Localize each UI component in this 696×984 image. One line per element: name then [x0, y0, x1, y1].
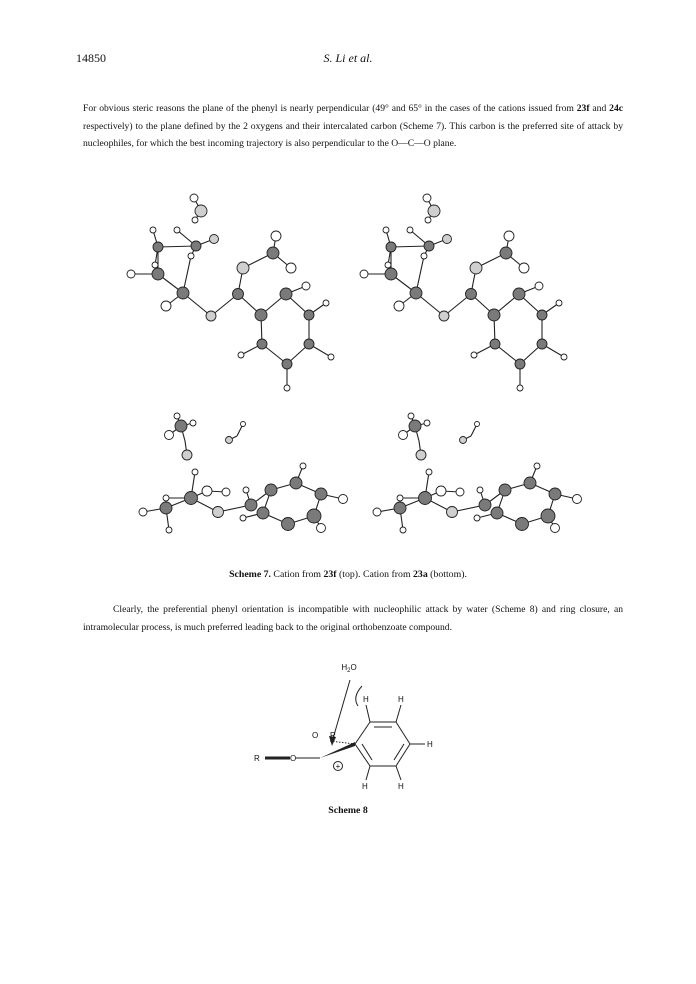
cap7-ref-23f: 23f [323, 569, 337, 580]
page-number: 14850 [76, 51, 106, 65]
compound-ref-23f: 23f [576, 103, 590, 114]
scheme7-caption [0, 569, 696, 580]
h-label-5: H [398, 782, 404, 791]
p1-text-a: For obvious steric reasons the plane of the phenyl is nearly perpendicular (49° and 65° in the cases of the cations issued from [83, 103, 577, 114]
scheme8-structure [254, 663, 433, 791]
cap7-ref-23a: 23a [413, 569, 428, 580]
plus-charge: + [335, 762, 341, 771]
scheme7-bottom-left-molecule [139, 413, 348, 533]
h-label-4: H [362, 782, 368, 791]
h-label-1: H [363, 695, 369, 704]
paragraph-2: Clearly, the preferential phenyl orientation is incompatible with nucleophilic attack by water (Scheme 8) and ring closure, an intramolecular process, is much preferred leading back to the original orthobenzoate compound. [83, 604, 623, 633]
cap7-text-c: (bottom). [427, 569, 467, 580]
scheme7-label: Scheme 7. [229, 569, 271, 580]
p1-text-c: respectively) to the plane defined by the 2 oxygens and their intercalated carbon (Scheme 7). This carbon is the preferred site of attack by nucleophiles, for which the best incoming trajectory is also perpendicular to the O—C—O plane. [83, 120, 623, 149]
running-head-text: S. Li et al. [323, 51, 373, 65]
scheme8-r-top: R [330, 731, 336, 740]
cap7-text-b: (top). Cation from [336, 569, 414, 580]
scheme8-label: Scheme 8 [328, 805, 368, 816]
compound-ref-24c: 24c [609, 103, 623, 114]
scheme7-top-left-molecule [127, 194, 334, 391]
wedge-bond [320, 742, 355, 758]
scheme8-r-left: R [254, 754, 260, 763]
scheme8-o-left: O [290, 754, 297, 763]
scheme8-o-top: O [312, 731, 319, 740]
h-label-3: H [427, 740, 433, 749]
scheme7-bottom-right-molecule [373, 413, 582, 533]
scheme8-caption [0, 805, 696, 816]
cap7-text-a: Cation from [270, 569, 324, 580]
water-label: $H_2O$ [341, 663, 357, 674]
scheme7-top-right-molecule [360, 194, 567, 391]
p1-text-b: and [589, 103, 610, 114]
h-label-2: H [398, 695, 404, 704]
